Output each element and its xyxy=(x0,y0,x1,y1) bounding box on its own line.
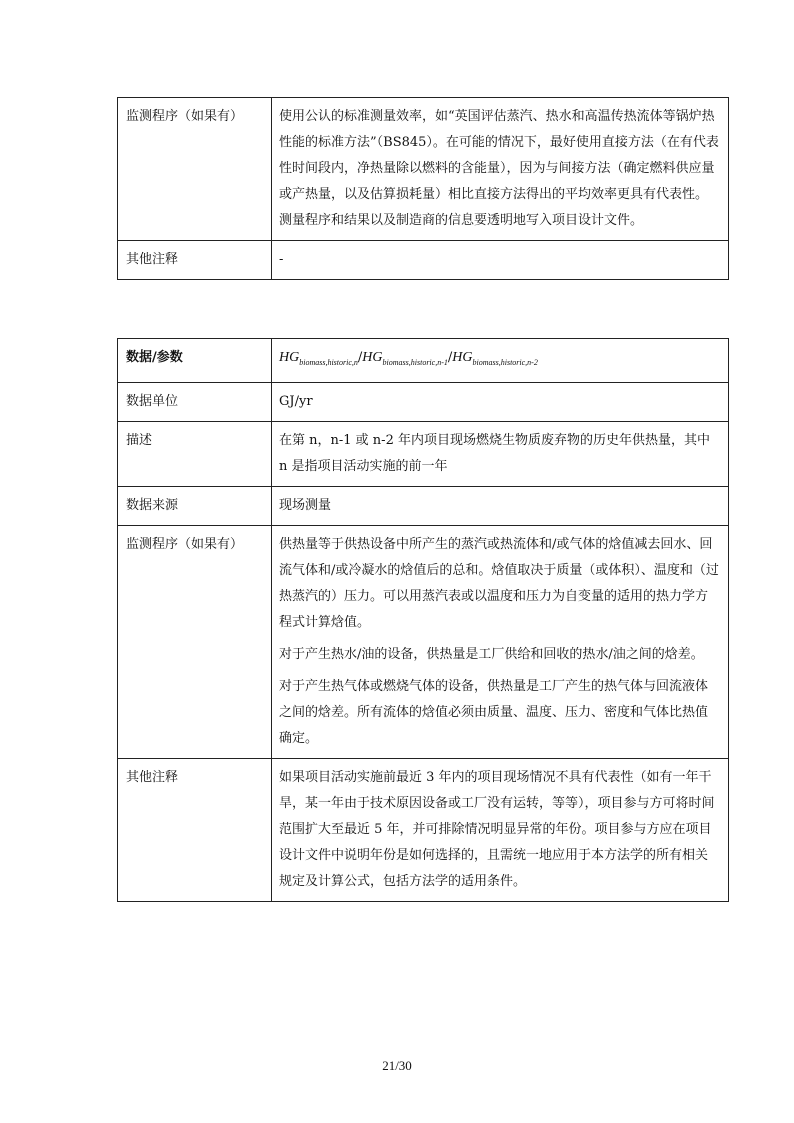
description-label: 描述 xyxy=(118,421,272,486)
parameter-table-2 xyxy=(117,338,729,902)
unit-value: GJ/yr xyxy=(272,382,729,421)
page-number: 21/30 xyxy=(382,1058,412,1073)
table-row xyxy=(118,758,729,901)
table-row xyxy=(118,98,729,241)
symbol-hg-n2: $HG_{biomass,historic,n-2}$ xyxy=(452,350,538,367)
monitoring-label: 监测程序（如果有） xyxy=(118,525,272,758)
table-row xyxy=(118,339,729,383)
row-value: 使用公认的标准测量效率，如“英国评估蒸汽、热水和高温传热流体等锅炉热性能的标准方法”（BS845）。在可能的情况下，最好使用直接方法（在有代表性时间段内，净热量除以燃料的含能量），因为与间接方法（确定燃料供应量或产热量，以及估算损耗量）相比直接方法得出的平均效率更具有代表性。测量程序和结果以及制造商的信息要透明地写入项目设计文件。 xyxy=(272,98,729,241)
parameter-header-label: 数据/参数 xyxy=(118,339,272,383)
notes-label: 其他注释 xyxy=(118,758,272,901)
table-row xyxy=(118,486,729,525)
table-row xyxy=(118,241,729,280)
table-row xyxy=(118,525,729,758)
unit-label: 数据单位 xyxy=(118,382,272,421)
symbol-hg-n: $HG_{biomass,historic,n}$ xyxy=(279,350,358,367)
row-label: 监测程序（如果有） xyxy=(118,98,272,241)
source-label: 数据来源 xyxy=(118,486,272,525)
monitoring-table-1 xyxy=(117,97,729,280)
source-value: 现场测量 xyxy=(272,486,729,525)
monitoring-paragraph: 对于产生热水/油的设备，供热量是工厂供给和回收的热水/油之间的焓差。 xyxy=(279,646,704,662)
row-label: 其他注释 xyxy=(118,241,272,280)
table-row xyxy=(118,382,729,421)
monitoring-paragraph: 供热量等于供热设备中所产生的蒸汽或热流体和/或气体的焓值减去回水、回流气体和/或冷凝水的焓值后的总和。焓值取决于质量（或体积）、温度和（过热蒸汽的）压力。可以用蒸汽表或以温度和压力为自变量的适用的热力学方程式计算焓值。 xyxy=(279,536,719,630)
parameter-symbol: $HG_{biomass,historic,n}/HG_{biomass,historic,n-1}/HG_{biomass,historic,n-2}$ xyxy=(272,339,729,383)
table-row xyxy=(118,421,729,486)
monitoring-paragraph: 对于产生热气体或燃烧气体的设备，供热量是工厂产生的热气体与回流液体之间的焓差。所有流体的焓值必须由质量、温度、压力、密度和气体比热值确定。 xyxy=(279,678,709,746)
notes-value: 如果项目活动实施前最近 3 年内的项目现场情况不具有代表性（如有一年干旱，某一年由于技术原因设备或工厂没有运转，等等），项目参与方可将时间范围扩大至最近 5 年，并可排除情况明显异常的年份。项目参与方应在项目设计文件中说明年份是如何选择的，且需统一地应用于本方法学的所有相关规定及计算公式，包括方法学的适用条件。 xyxy=(272,758,729,901)
row-value: - xyxy=(272,241,729,280)
description-value: 在第 n，n-1 或 n-2 年内项目现场燃烧生物质废弃物的历史年供热量，其中 n 是指项目活动实施的前一年 xyxy=(272,421,729,486)
monitoring-value xyxy=(272,525,729,758)
symbol-hg-n1: $HG_{biomass,historic,n-1}$ xyxy=(362,350,448,367)
